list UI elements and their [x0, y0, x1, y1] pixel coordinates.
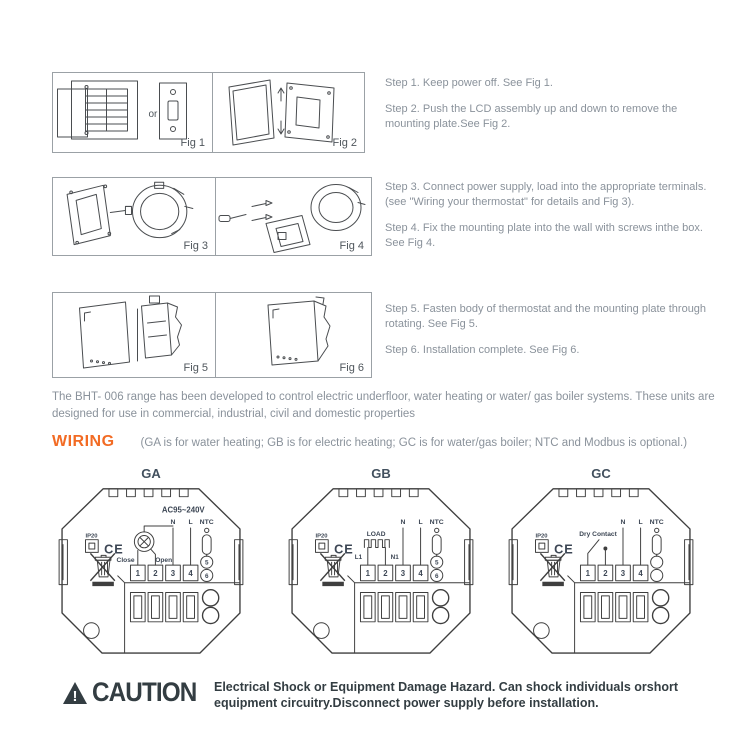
gb-terminal-4: 4 — [418, 568, 423, 578]
gb-n1-label: N1 — [390, 554, 399, 562]
fig3-label: Fig 3 — [183, 240, 208, 252]
ga-ntc-terminal-5: 5 — [204, 559, 209, 567]
gc-ip20-label: IP20 — [535, 533, 548, 540]
svg-text:!: ! — [72, 688, 78, 705]
gc-terminal-3: 3 — [620, 568, 626, 578]
ga-power-rating-label: AC95~240V — [161, 505, 205, 515]
ga-open-label: Open — [155, 557, 173, 565]
gb-ntc-terminal-6: 6 — [434, 572, 439, 580]
gc-backplate-drawing — [508, 483, 694, 657]
gb-terminal-2: 2 — [383, 568, 388, 578]
ga-ntc-label: NTC — [199, 519, 214, 527]
figure-cell-fig3 — [53, 178, 216, 255]
gc-ce-mark: CE — [554, 542, 574, 557]
gb-terminal-1: 1 — [365, 568, 370, 578]
steps-block-1 — [385, 76, 719, 143]
figure-row-2 — [52, 177, 372, 256]
fig4-label: Fig 4 — [339, 240, 364, 252]
ga-ce-mark: CE — [104, 542, 124, 557]
step-3-text: Step 3. Connect power supply, load into the appropriate terminals. (see "Wiring your thermostat" for details and Fig 3). — [385, 181, 707, 208]
wiring-diagram-ga — [57, 466, 245, 657]
ga-terminal-4: 4 — [188, 568, 193, 578]
ga-ip20-label: IP20 — [85, 533, 98, 540]
steps-block-3 — [385, 302, 719, 369]
ga-terminal-1: 1 — [135, 568, 140, 578]
ga-ntc-terminal-6: 6 — [204, 572, 209, 580]
steps-block-2 — [385, 180, 719, 262]
warning-triangle-icon — [62, 681, 88, 705]
step-6-text: Step 6. Installation complete. See Fig 6. — [385, 344, 580, 356]
wiring-heading: WIRING — [52, 433, 115, 450]
wiring-header — [52, 433, 687, 451]
diagram-gc-title: GC — [591, 466, 611, 481]
ga-close-label: Close — [116, 557, 135, 565]
gb-ip20-label: IP20 — [315, 533, 328, 540]
gc-dry-contact-switch-icon — [588, 540, 608, 565]
wiring-diagram-gb — [287, 466, 475, 657]
figure-cell-fig5 — [53, 293, 216, 377]
gb-l-label: L — [418, 519, 423, 527]
ga-backplate-drawing — [58, 483, 244, 657]
gb-load-label: LOAD — [366, 530, 386, 538]
gb-n-label: N — [400, 519, 406, 527]
gc-dry-contact-label: Dry Contact — [579, 530, 617, 538]
fig2-label: Fig 2 — [332, 137, 357, 149]
intro-paragraph: The BHT- 006 range has been developed to control electric underfloor, water heating or water/ gas boiler systems. These units are designed for use in commercial, industrial, civil and domestic properties — [52, 391, 715, 420]
figure-cell-fig6 — [216, 293, 371, 377]
diagram-ga-title: GA — [141, 466, 161, 481]
figure-cell-fig4 — [216, 178, 371, 255]
step-2-text: Step 2. Push the LCD assembly up and down to remove the mounting plate.See Fig 2. — [385, 103, 678, 130]
figure-cell-fig1 — [53, 73, 213, 152]
step-5-text: Step 5. Fasten body of thermostat and the mounting plate through rotating. See Fig 5. — [385, 303, 707, 330]
gc-l-label: L — [638, 519, 643, 527]
ga-terminal-3: 3 — [170, 568, 176, 578]
step-1-text: Step 1. Keep power off. See Fig 1. — [385, 77, 553, 89]
gb-l1-label: L1 — [354, 554, 363, 562]
figure-cell-fig2 — [213, 73, 364, 152]
gb-ntc-terminal-5: 5 — [434, 559, 439, 567]
diagram-gb-title: GB — [371, 466, 391, 481]
gb-ntc-label: NTC — [429, 519, 444, 527]
or-label: or — [148, 109, 158, 120]
ga-l-label: L — [188, 519, 193, 527]
caution-word: CAUTION — [92, 677, 197, 707]
wiring-diagram-gc — [507, 466, 695, 657]
fig1-label: Fig 1 — [180, 137, 205, 149]
gb-heating-load-icon — [364, 540, 389, 565]
caution-text: Electrical Shock or Equipment Damage Hazard. Can shock individuals orshort equipment circuitry.Disconnect power supply before installation. — [214, 680, 679, 710]
gc-n-label: N — [620, 519, 626, 527]
ga-terminal-2: 2 — [153, 568, 158, 578]
caution-banner — [62, 676, 719, 711]
gb-backplate-drawing — [288, 483, 474, 657]
gc-terminal-4: 4 — [638, 568, 643, 578]
gc-ntc-label: NTC — [649, 519, 664, 527]
fig6-label: Fig 6 — [339, 362, 364, 374]
step-4-text: Step 4. Fix the mounting plate into the wall with screws inthe box. See Fig 4. — [385, 222, 703, 249]
gb-ce-mark: CE — [334, 542, 354, 557]
fig5-label: Fig 5 — [183, 362, 208, 374]
wiring-subtitle: (GA is for water heating; GB is for electric heating; GC is for water/gas boiler; NTC and Modbus is optional.) — [140, 437, 688, 449]
ga-n-label: N — [170, 519, 176, 527]
gc-terminal-2: 2 — [603, 568, 608, 578]
gc-terminal-1: 1 — [585, 568, 590, 578]
gb-terminal-3: 3 — [400, 568, 406, 578]
figure-row-1 — [52, 72, 365, 153]
figure-row-3 — [52, 292, 372, 378]
